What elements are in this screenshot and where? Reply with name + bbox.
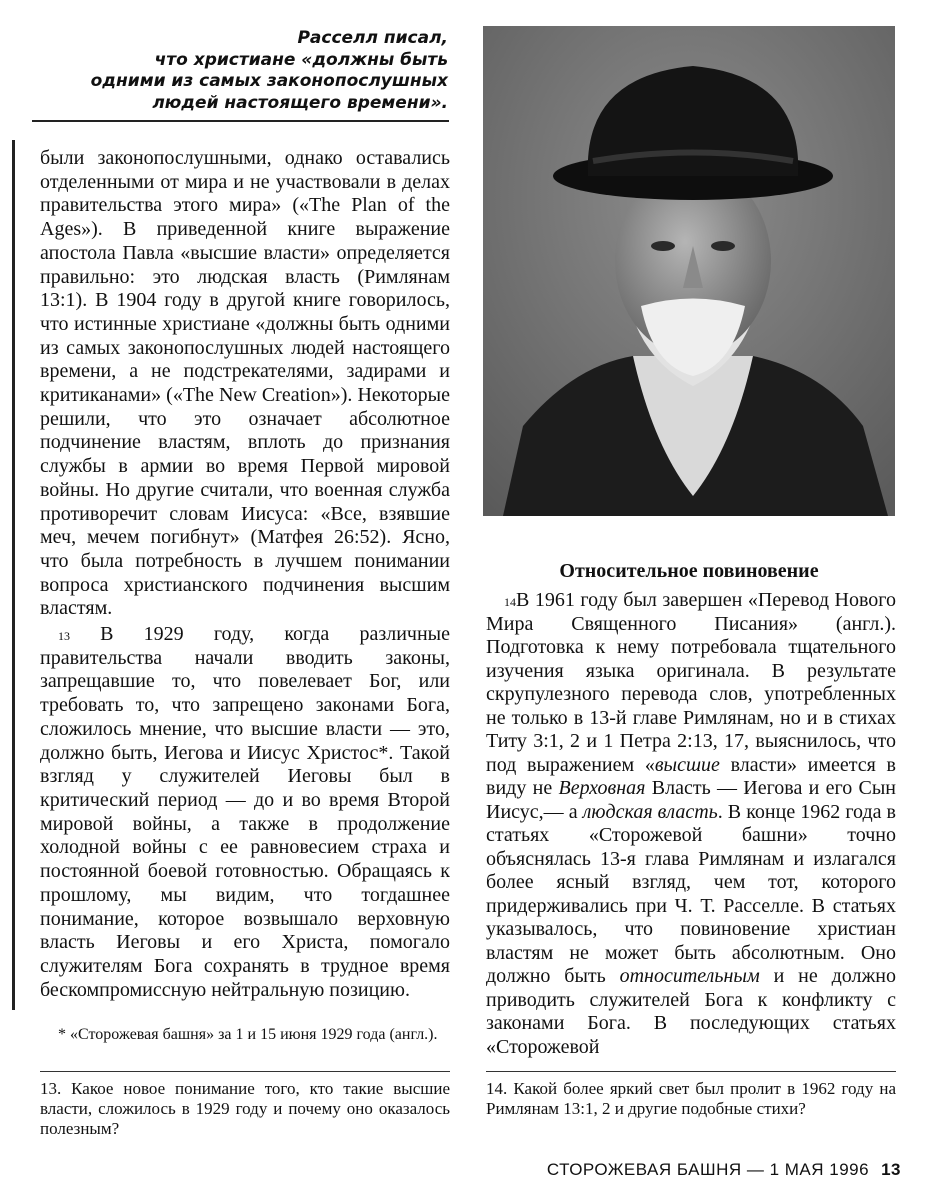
pull-quote (40, 28, 448, 114)
study-question-14: 14. Какой более яркий свет был пролит в 1962 году на Римлянам 13:1, 2 и другие подобные стихи? (486, 1079, 896, 1118)
question-divider (40, 1071, 450, 1072)
page-footer (547, 1160, 901, 1180)
pull-quote-line: Расселл писал, (297, 28, 448, 48)
p14-text-d: . В конце 1962 года в статьях «Сторожевой башни» точно объяснялась 13-я глава Римлянам и излагался более ясный взгляд, чем тот, которого придерживались при Ч. Т. Расселле. В статьях указывалось, что повиновение христиан властям не может быть абсолютным. Оно должно быть (486, 800, 897, 987)
p14-italic-2: Верховная (558, 777, 646, 799)
p14-text-c: Власть — Иегова и его Сын Иисус,— а (486, 777, 896, 823)
section-heading: Относительное повиновение (559, 560, 819, 582)
left-column (40, 147, 450, 1002)
paragraph-13 (40, 623, 450, 1002)
footnote (40, 1025, 450, 1045)
page-number: 13 (881, 1160, 901, 1179)
p14-italic-4: относительным (619, 965, 760, 987)
paragraph-12-continuation: были законопослушными, однако оставались отделенными от мира и не участвовали в делах правительства этого мира» («The Plan of the Ages»). В приведенной книге выражение апостола Павла «высшие власти» определяется правильно: это людская власть (Римлянам 13:1). В 1904 году в другой книге говорилось, что истинные христиане «должны быть одними из самых законопослушных людей настоящего времени, а не подстрекателями, задирами и критиканами» («The New Creation»). Некоторые решили, что это означает абсолютное подчинение властям, вплоть до признания службы в армии во время Первой мировой войны. Но другие считали, что военная служба противоречит словам Иисуса: «Все, взявшие меч, мечем погибнут» (Матфея 26:52). Ясно, что была потребность в лучшем понимании вопроса христианского подчинения высшим властям. (40, 147, 450, 620)
p14-italic-1: высшие (654, 753, 720, 776)
pull-quote-line: что христиане «должны быть (154, 49, 448, 70)
question-divider (486, 1071, 896, 1072)
paragraph-14 (486, 589, 896, 1059)
portrait-photo (483, 26, 895, 516)
study-question-13: 13. Какое новое понимание того, кто такие высшие власти, сложилось в 1929 году и почему оно оказалось полезным? (40, 1079, 450, 1138)
p14-text-e: и не должно приводить служителей Бога к конфликту с законами Бога. В последующих статьях «Сторожевой (486, 965, 897, 1058)
pull-quote-line: людей настоящего времени». (152, 92, 448, 113)
p14-italic-3: людская власть (582, 800, 718, 823)
publication-name: СТОРОЖЕВАЯ БАШНЯ — 1 МАЯ 1996 (546, 1160, 870, 1179)
p14-text-a: В 1961 году был завершен «Перевод Нового Мира Священного Писания» (англ.). Подготовка к нему потребовала тщательного изучения языка оригинала. В результате скрупулезного перевода слов, употребленных не только в 13-й главе Римлянам, но и в стихах Титу 3:1, 2 и 1 Петра 2:13, 17, выяснилось, что под выражением « (486, 589, 896, 776)
paragraph-number: 14 (504, 595, 516, 609)
p14-text-b: власти» имеется в виду не (486, 753, 896, 799)
portrait-image (483, 26, 895, 516)
paragraph-number: 13 (58, 629, 70, 644)
left-margin-rule (12, 140, 15, 1010)
pull-quote-line: одними из самых законопослушных (90, 71, 448, 91)
footnote-text: * «Сторожевая башня» за 1 и 15 июня 1929 года (англ.). (58, 1026, 438, 1043)
pull-quote-divider (32, 120, 449, 122)
paragraph-13-text: В 1929 году, когда различные правительства начали вводить законы, запрещавшие то, что повелевает Бог, или требовать то, что запрещено законами Бога, сложилось мнение, что высшие власти — это, должно быть, Иегова и Иисус Христос*. Такой взгляд у служителей Иеговы был в критический период — до и во время Второй мировой войны, а также в продолжение холодной войны с ее равновесием страха и постоянной боевой готовностью. Обращаясь к прошлому, мы видим, что тогдашнее понимание, которое возвышало верховную власть Иеговы и его Христа, помогало служителям Бога сохранять в трудное время бескомпромиссную нейтральную позицию. (40, 623, 450, 1001)
